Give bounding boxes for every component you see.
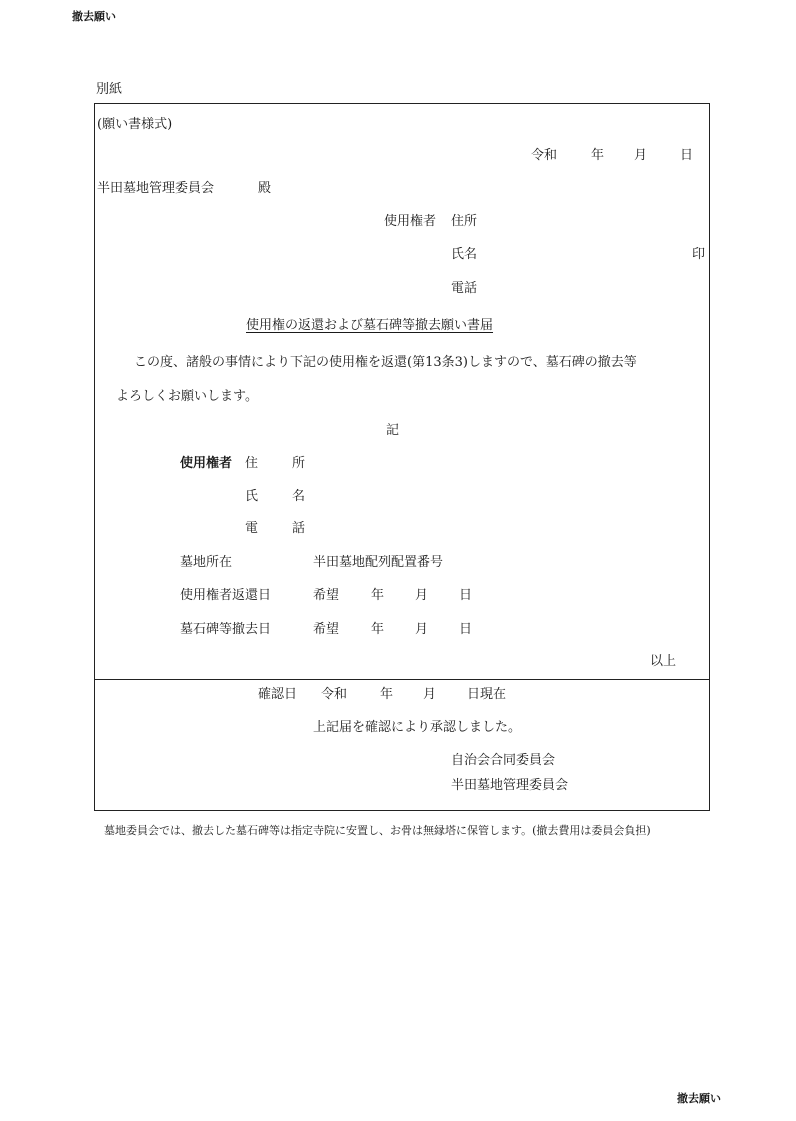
details-name-label-2: 名 <box>292 489 306 504</box>
date-era: 令和 <box>531 148 558 163</box>
location-label: 墓地所在 <box>180 555 233 570</box>
addressee-honorific: 殿 <box>258 181 272 196</box>
confirm-date-label: 確認日 <box>258 687 298 702</box>
location-value: 半田墓地配列配置番号 <box>313 555 444 570</box>
form-title: 使用権の返還および墓石碑等撤去願い書届 <box>246 318 494 333</box>
approving-org-1: 自治会合同委員会 <box>451 753 556 768</box>
details-holder-label: 使用権者 <box>180 456 233 471</box>
applicant-address-label: 住所 <box>451 214 478 229</box>
format-label: (願い書様式) <box>97 117 173 132</box>
confirm-era: 令和 <box>321 687 348 702</box>
removal-date-day: 日 <box>459 622 473 637</box>
details-phone-label-2: 話 <box>292 521 306 536</box>
return-date-year: 年 <box>371 588 385 603</box>
applicant-name-label: 氏名 <box>451 247 478 262</box>
removal-date-year: 年 <box>371 622 385 637</box>
details-address-label-1: 住 <box>245 456 259 471</box>
details-address-label-2: 所 <box>292 456 306 471</box>
confirm-year: 年 <box>380 687 394 702</box>
date-year: 年 <box>591 148 605 163</box>
confirm-month: 月 <box>423 687 437 702</box>
return-date-wish: 希望 <box>313 588 340 603</box>
footer-label-bottom: 撤去願い <box>677 1092 721 1105</box>
body-text-line1: この度、諸般の事情により下記の使用権を返還(第13条3)しますので、墓石碑の撤去等 <box>134 355 637 370</box>
removal-date-wish: 希望 <box>313 622 340 637</box>
details-phone-label-1: 電 <box>245 521 259 536</box>
attachment-label: 別紙 <box>96 82 123 97</box>
body-text-line2: よろしくお願いします。 <box>116 389 258 404</box>
removal-date-month: 月 <box>415 622 429 637</box>
approval-text: 上記届を確認により承認しました。 <box>313 720 522 735</box>
removal-date-label: 墓石碑等撤去日 <box>180 622 272 637</box>
footnote: 墓地委員会では、撤去した墓石碑等は指定寺院に安置し、お骨は無縁塔に保管します。(撤去費用は委員会負担) <box>104 824 651 837</box>
applicant-phone-label: 電話 <box>451 281 478 296</box>
return-date-label: 使用権者返還日 <box>180 588 272 603</box>
confirm-as-of: 日現在 <box>467 687 507 702</box>
details-name-label-1: 氏 <box>245 489 259 504</box>
end-label: 以上 <box>650 654 677 669</box>
addressee: 半田墓地管理委員会 <box>97 181 215 196</box>
ki-label: 記 <box>386 423 400 438</box>
seal-mark: 印 <box>692 247 706 262</box>
header-label-top: 撤去願い <box>72 10 116 23</box>
return-date-day: 日 <box>459 588 473 603</box>
applicant-holder-label: 使用権者 <box>384 214 437 229</box>
return-date-month: 月 <box>415 588 429 603</box>
date-month: 月 <box>634 148 648 163</box>
approving-org-2: 半田墓地管理委員会 <box>451 778 569 793</box>
date-day: 日 <box>680 148 694 163</box>
confirmation-divider <box>94 679 710 680</box>
